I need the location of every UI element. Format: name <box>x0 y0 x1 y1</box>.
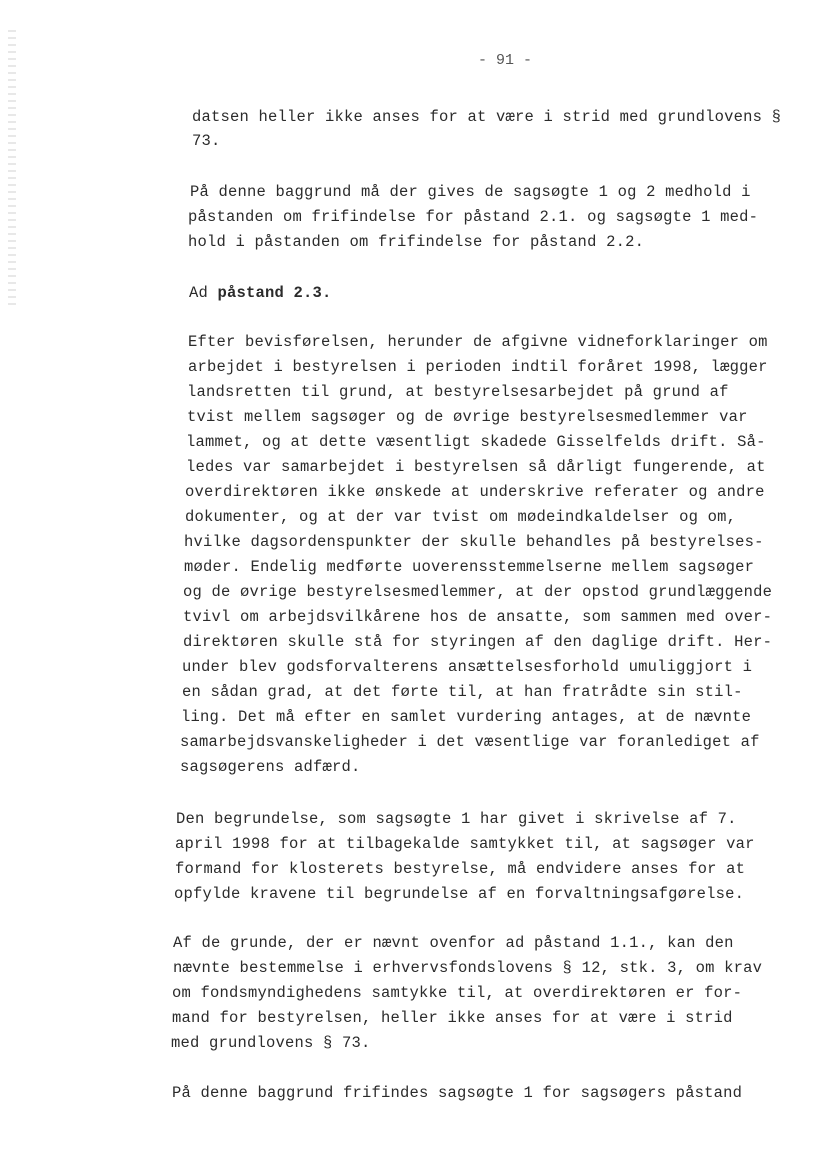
text-line: overdirektøren ikke ønskede at underskrive referater og andre <box>185 483 765 501</box>
text-line: sagsøgerens adfærd. <box>180 758 361 776</box>
text-line: På denne baggrund må der gives de sagsøgte 1 og 2 medhold i <box>190 183 751 201</box>
text-line: formand for klosterets bestyrelse, må endvidere anses for at <box>175 860 746 878</box>
text-line: møder. Endelig medførte uoverensstemmelserne mellem sagsøger <box>184 558 755 576</box>
text-line: og de øvrige bestyrelsesmedlemmer, at der opstod grundlæggende <box>183 583 773 601</box>
heading-prefix: Ad <box>189 284 218 302</box>
heading-bold: påstand 2.3. <box>217 284 332 302</box>
text-line: om fondsmyndighedens samtykke til, at overdirektøren er for- <box>172 984 743 1002</box>
text-line: Efter bevisførelsen, herunder de afgivne vidneforklaringer om <box>188 333 768 351</box>
text-line: hvilke dagsordenspunkter der skulle behandles på bestyrelses- <box>184 533 764 551</box>
text-line: mand for bestyrelsen, heller ikke anses for at være i strid <box>172 1009 733 1027</box>
text-line: en sådan grad, at det førte til, at han fratrådte sin stil- <box>182 683 743 701</box>
text-line: ledes var samarbejdet i bestyrelsen så dårligt fungerende, at <box>186 458 766 476</box>
text-line: dokumenter, og at der var tvist om mødeindkaldelser og om, <box>185 508 737 526</box>
page-number: - 91 - <box>478 52 533 69</box>
text-line: På denne baggrund frifindes sagsøgte 1 for sagsøgers påstand <box>172 1084 743 1102</box>
text-line: ling. Det må efter en samlet vurdering antages, at de nævnte <box>181 708 752 726</box>
text-line: nævnte bestemmelse i erhvervsfondslovens § 12, stk. 3, om krav <box>173 959 763 977</box>
text-line: Af de grunde, der er nævnt ovenfor ad påstand 1.1., kan den <box>173 934 734 952</box>
text-line: landsretten til grund, at bestyrelsesarbejdet på grund af <box>187 383 729 401</box>
text-line: 73. <box>192 132 221 150</box>
text-line: datsen heller ikke anses for at være i strid med grundlovens § <box>192 108 782 126</box>
text-line: opfylde kravene til begrundelse af en forvaltningsafgørelse. <box>174 885 745 903</box>
text-line: april 1998 for at tilbagekalde samtykket til, at sagsøger var <box>175 835 755 853</box>
text-line: hold i påstanden om frifindelse for påstand 2.2. <box>188 233 645 251</box>
text-line: med grundlovens § 73. <box>171 1034 371 1052</box>
text-line: arbejdet i bestyrelsen i perioden indtil foråret 1998, lægger <box>188 358 768 376</box>
text-line: direktøren skulle stå for styringen af den daglige drift. Her- <box>183 633 773 651</box>
text-line: under blev godsforvalterens ansættelsesforhold umuliggjort i <box>182 658 753 676</box>
text-line: tvivl om arbejdsvilkårene hos de ansatte, som sammen med over- <box>183 608 773 626</box>
text-line: samarbejdsvanskeligheder i det væsentlige var foranlediget af <box>180 733 760 751</box>
text-line: Den begrundelse, som sagsøgte 1 har givet i skrivelse af 7. <box>176 810 737 828</box>
text-line: tvist mellem sagsøger og de øvrige bestyrelsesmedlemmer var <box>187 408 748 426</box>
scan-edge-marks <box>8 30 16 310</box>
text-line: påstanden om frifindelse for påstand 2.1. og sagsøgte 1 med- <box>188 208 759 226</box>
text-line: lammet, og at dette væsentligt skadede Gisselfelds drift. Så- <box>186 433 766 451</box>
